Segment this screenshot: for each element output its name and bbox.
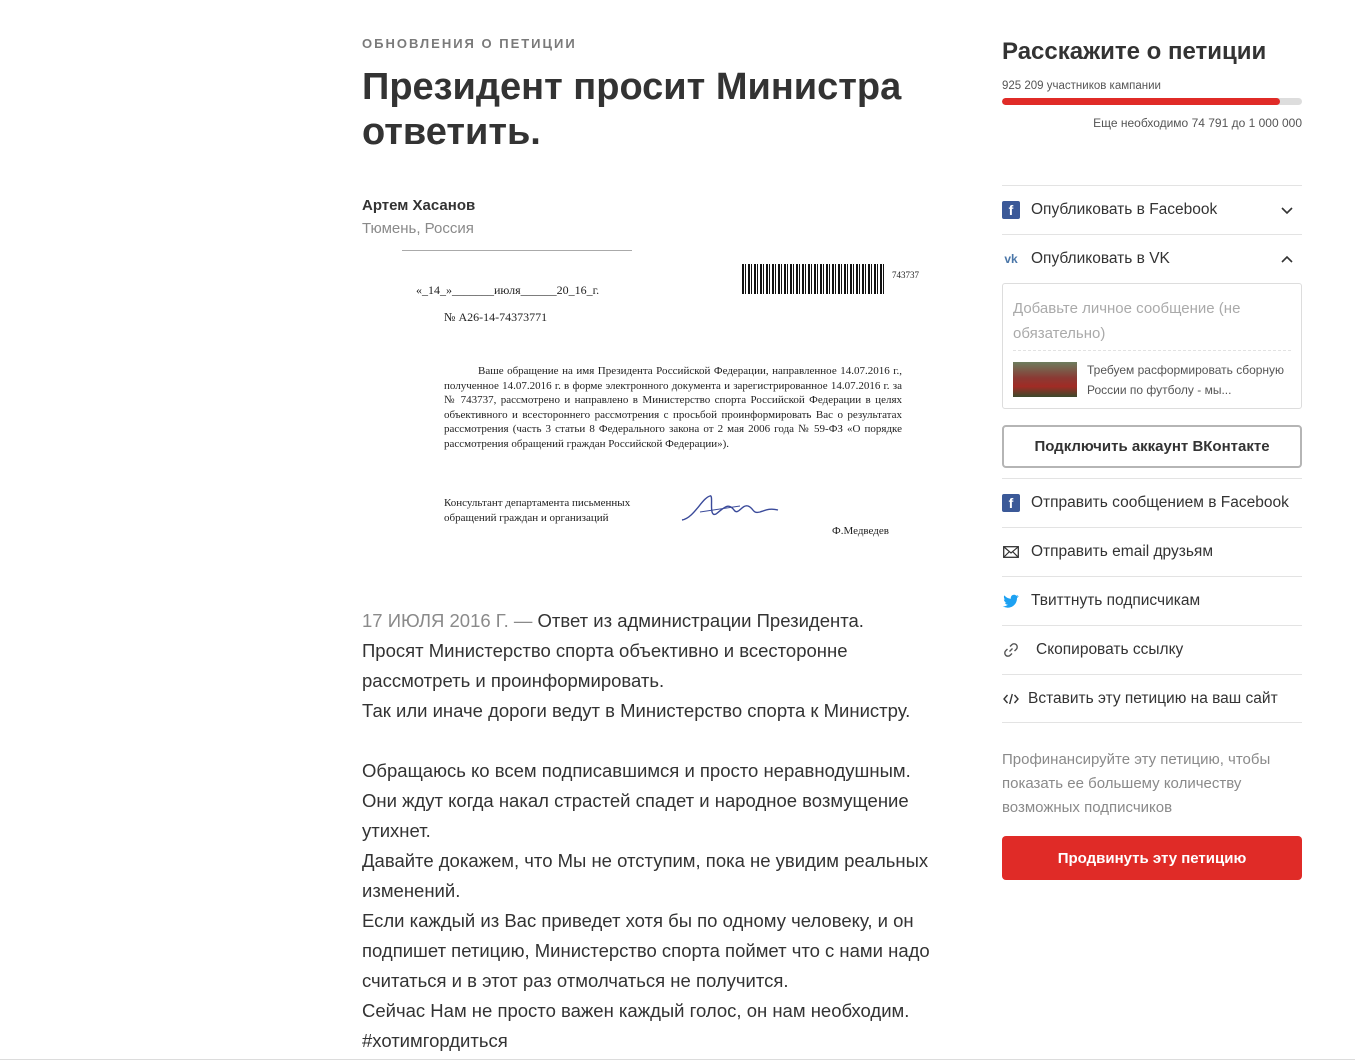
email-icon [1002,543,1020,561]
section-eyebrow: ОБНОВЛЕНИЯ О ПЕТИЦИИ [362,36,577,51]
paragraph-gap [362,726,947,756]
copy-link[interactable] [1002,625,1302,674]
author-location: Тюмень, Россия [362,220,474,237]
update-text [362,606,947,1056]
chevron-down-icon[interactable] [1280,203,1294,217]
update-p3: Так или иначе дороги ведут в Министерство спорта к Министру. [362,700,911,721]
share-facebook[interactable] [1002,185,1302,234]
update-p5: Они ждут когда накал страстей спадет и народное возмущение утихнет. [362,790,909,841]
update-p2: Просят Министерство спорта объективно и всесторонне рассмотреть и проинформировать. [362,640,848,691]
letter-body: Ваше обращение на имя Президента Российской Федерации, направленное 14.07.2016 г., полученное 14.07.2016 г. в форме электронного документа и зарегистрированное 14.07.2016 г. за № 743737, рассмотрено и направлено в Министерство спорта Российской Федерации в целях объективного и всестороннего рассмотрения с просьбой проинформировать Вас о результатах рассмотрения (часть 3 статьи 8 Федерального закона от 2 мая 2006 года № 59-ФЗ «О порядке рассмотрения обращений граждан Российской Федерации»). [444,365,902,450]
petition-thumbnail [1013,362,1077,397]
petition-update-header [362,36,942,237]
facebook-icon: f [1002,494,1020,512]
share-twitter-label: Твиттнуть подписчикам [1031,592,1201,609]
share-vk-label: Опубликовать в VK [1031,250,1170,267]
letter-signer-name: Ф.Медведев [832,525,889,537]
author-name[interactable]: Артем Хасанов [362,197,476,214]
facebook-icon: f [1002,201,1020,219]
update-p1: Ответ из администрации Президента. [537,610,864,631]
vk-message-input[interactable]: Добавьте личное сообщение (не обязательно) [1013,300,1241,342]
letter-image [392,248,940,548]
letter-reg-number: № А26-14-74373771 [444,310,548,324]
share-options [1002,185,1302,723]
update-first-line [362,606,947,636]
promote-section [1002,748,1302,880]
page-title: Президент просит Министра ответить. [362,66,902,153]
twitter-icon [1002,592,1020,610]
share-email-label: Отправить email друзьям [1031,543,1213,560]
chevron-up-icon[interactable] [1280,252,1294,266]
barcode [742,264,884,294]
update-p6: Давайте докажем, что Мы не отступим, пока не увидим реальных изменений. [362,850,929,901]
signature-progress-bar [1002,98,1302,105]
barcode-number: 743737 [892,270,919,280]
progress-fill [1002,98,1280,105]
vk-preview-snippet: Требуем расформировать сборную России по футболу - мы... [1087,363,1285,397]
embed-petition[interactable] [1002,674,1302,723]
vk-message-box [1002,283,1302,409]
link-icon [1002,641,1020,659]
share-twitter[interactable] [1002,576,1302,625]
participants-count: 925 209 участников кампании [1002,80,1161,92]
page-bottom-divider [0,1059,1355,1060]
update-p7: Если каждый из Вас приведет хотя бы по одному человеку, и он подпишет петицию, Министерство спорта поймет что с нами надо считаться и в этот раз отмолчаться не получится. [362,910,930,991]
promote-text: Профинансируйте эту петицию, чтобы показать ее большему количеству возможных подписчиков [1002,751,1271,816]
update-p8: Сейчас Нам не просто важен каждый голос, он нам необходим. [362,1000,910,1021]
letter-header-line [402,250,632,251]
vk-box-divider [1013,350,1291,351]
signatures-needed: Еще необходимо 74 791 до 1 000 000 [1093,116,1302,130]
share-vk[interactable] [1002,234,1302,283]
letter-signer-position: Консультант департамента письменных обращений граждан и организаций [444,497,631,524]
embed-code-icon [1002,690,1020,708]
update-hashtag[interactable]: #хотимгордиться [362,1030,508,1051]
letter-date: «_14_»_______июля______20_16_г. [416,283,600,297]
share-fb-message-label: Отправить сообщением в Facebook [1031,494,1289,511]
share-fb-message[interactable] [1002,478,1302,527]
embed-petition-label: Вставить эту петицию на ваш сайт [1028,689,1278,707]
update-p4: Обращаюсь ко всем подписавшимся и просто неравнодушным. [362,760,911,781]
connect-vk-button[interactable]: Подключить аккаунт ВКонтакте [1002,425,1302,468]
copy-link-label: Скопировать ссылку [1036,641,1184,658]
vk-icon: vk [1004,252,1018,266]
share-panel-header [1002,38,1302,130]
share-heading: Расскажите о петиции [1002,38,1267,65]
promote-petition-button[interactable]: Продвинуть эту петицию [1002,836,1302,880]
update-date: 17 ИЮЛЯ 2016 Г. — [362,610,533,631]
share-facebook-label: Опубликовать в Facebook [1031,201,1218,218]
share-email[interactable] [1002,527,1302,576]
signature [680,488,780,528]
